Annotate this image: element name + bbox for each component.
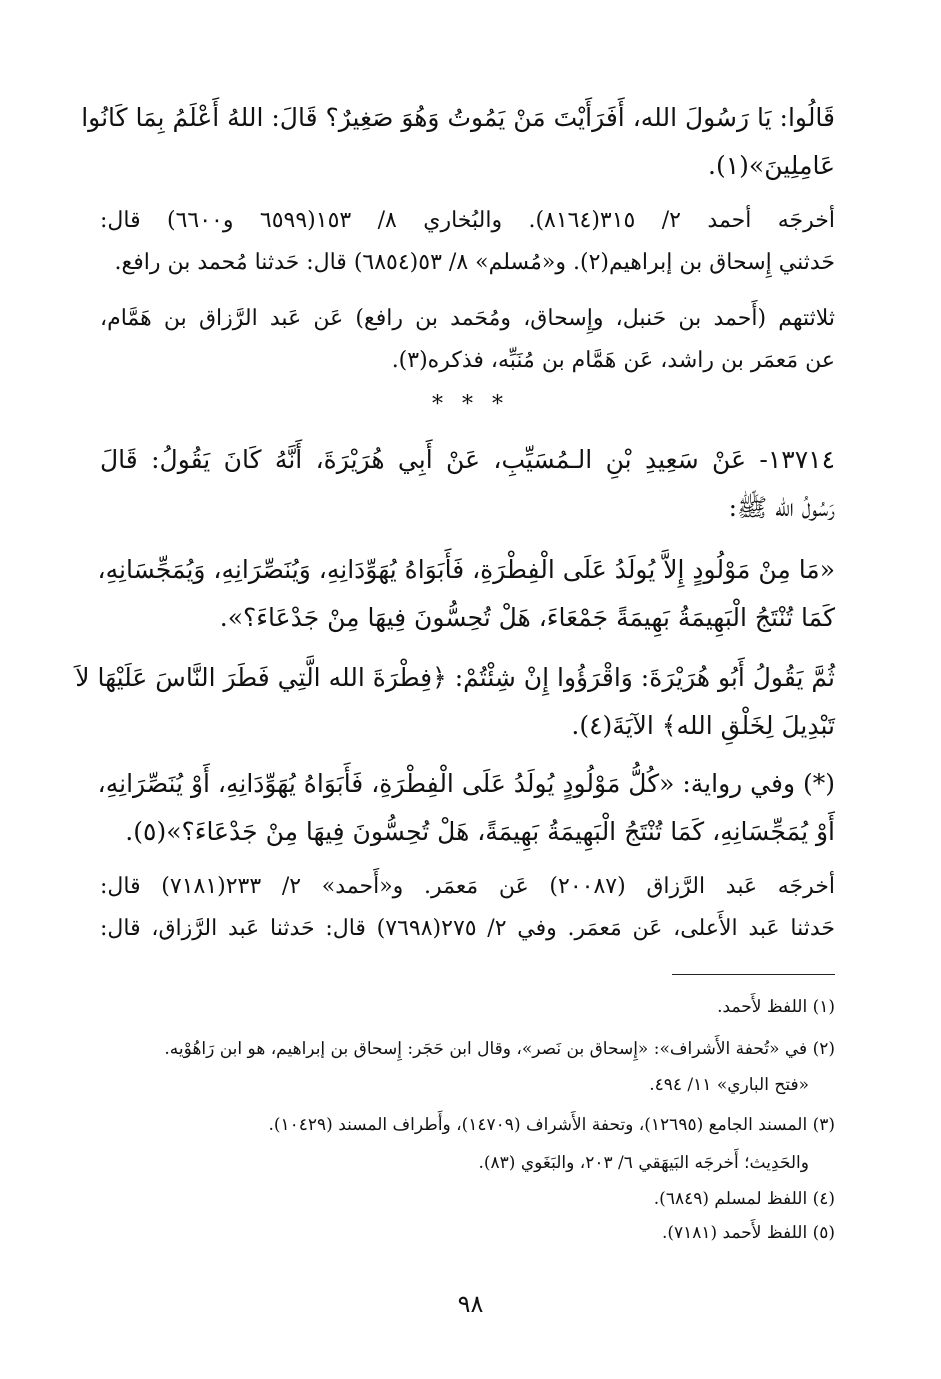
text-line: (*) وفي رواية: «كُلُّ مَوْلُودٍ يُولَدُ عَلَى الْفِطْرَةِ، فَأَبَوَاهُ يُهَوِّدَانِهِ، أَوْ يُنَصِّرَانِهِ، xyxy=(97,769,835,798)
page-number: ٩٨ xyxy=(457,1290,484,1318)
takhrij-paragraph-2 xyxy=(100,298,835,382)
text-line: عَامِلِينَ»(١). xyxy=(708,151,835,180)
footnote-3: (٣) المسند الجامع (١٢٦٩٥)، وتحفة الأَشراف (١٤٧٠٩)، وأَطراف المسند (١٠٤٢٩). xyxy=(268,1115,835,1135)
text-line: «مَا مِنْ مَوْلُودٍ إِلاَّ يُولَدُ عَلَى الْفِطْرَةِ، فَأَبَوَاهُ يُهَوِّدَانِهِ، وَيُنَصِّرَانِهِ، وَيُمَجِّسَانِهِ، xyxy=(97,555,835,584)
footnote-4: (٤) اللفظ لمسلم (٦٨٤٩). xyxy=(653,1189,835,1209)
footnote-3-continuation: والحَدِيث؛ أَخرجَه البَيهَقي ٦/ ٢٠٣، والبَغَوي (٨٣). xyxy=(478,1153,809,1173)
hadith-header xyxy=(100,436,835,532)
text-line: كَمَا تُنْتَجُ الْبَهِيمَةُ بَهِيمَةً جَمْعَاءَ، هَلْ تُحِسُّونَ فِيهَا مِنْ جَدْعَاءَ؟». xyxy=(219,603,835,632)
text-line: ١٣٧١٤- عَنْ سَعِيدِ بْنِ الـمُسَيِّبِ، عَنْ أَبِي هُرَيْرَةَ، أَنَّهُ كَانَ يَقُولُ: قَالَ xyxy=(100,445,835,474)
riwaya-paragraph xyxy=(97,760,835,856)
text-line: أخرجَه أحمد ٢/ ٣١٥(٨١٦٤). والبُخاري ٨/ ١٥٣(٦٥٩٩ و٦٦٠٠) قال: xyxy=(100,208,836,233)
text-line: قَالُوا: يَا رَسُولَ الله، أَفَرَأَيْتَ مَنْ يَمُوتُ وَهُوَ صَغِيرٌ؟ قَالَ: اللهُ أَعْلَمُ بِمَا كَانُوا xyxy=(81,103,835,132)
takhrij-paragraph-1 xyxy=(100,200,835,284)
text-line: حَدثني إِسحاق بن إبراهيم(٢). و«مُسلم» ٨/ ٥٣(٦٨٥٤) قال: حَدثنا مُحمد بن رافع. xyxy=(114,250,835,275)
text-line: رَسُولُ الله ﷺ: xyxy=(728,493,835,522)
text-line: حَدثنا عَبد الأَعلى، عَن مَعمَر. وفي ٢/ ٢٧٥(٧٦٩٨) قال: حَدثنا عَبد الرَّزاق، قال: xyxy=(100,916,835,941)
footnote-1: (١) اللفظ لأَحمد. xyxy=(717,997,835,1017)
footnote-separator xyxy=(672,974,835,975)
paragraph-end-of-hadith xyxy=(81,94,835,190)
footnote-2: (٢) في «تُحفة الأَشراف»: «إِسحاق بن نَصر»، وقال ابن حَجَر: إِسحاق بن إبراهيم، هو ابن رَاهُوْيه. xyxy=(164,1039,835,1059)
text-line: ثلاثتهم (أَحمد بن حَنبل، وإِسحاق، ومُحَمد بن رافع) عَن عَبد الرَّزاق بن هَمَّام، xyxy=(100,306,835,331)
text-line: عن مَعمَر بن راشد، عَن هَمَّام بن مُنَبِّه، فذكره(٣). xyxy=(391,348,835,373)
hadith-text xyxy=(97,546,835,642)
takhrij-paragraph-3 xyxy=(100,866,835,950)
abu-hurayra-paragraph xyxy=(75,654,835,750)
text-line: ثُمَّ يَقُولُ أَبُو هُرَيْرَةَ: وَاقْرَؤُوا إِنْ شِئْتُمْ: ﴿فِطْرَةَ الله الَّتِي فَطَرَ النَّاسَ عَلَيْهَا لاَ xyxy=(75,663,835,692)
footnote-5: (٥) اللفظ لأَحمد (٧١٨١). xyxy=(661,1223,835,1243)
section-divider-stars: * * * xyxy=(432,392,509,417)
text-line: أَوْ يُمَجِّسَانِهِ، كَمَا تُنْتَجُ الْبَهِيمَةُ بَهِيمَةً، هَلْ تُحِسُّونَ فِيهَا مِنْ جَدْعَاءَ؟»(٥). xyxy=(125,817,835,846)
text-line: أخرجَه عَبد الرَّزاق (٢٠٠٨٧) عَن مَعمَر. و«أَحمد» ٢/ ٢٣٣(٧١٨١) قال: xyxy=(100,874,836,899)
text-line: تَبْدِيلَ لِخَلْقِ الله﴾ الآيَةَ(٤). xyxy=(571,711,835,740)
footnote-2-continuation: «فتح الباري» ١١/ ٤٩٤. xyxy=(649,1075,809,1095)
